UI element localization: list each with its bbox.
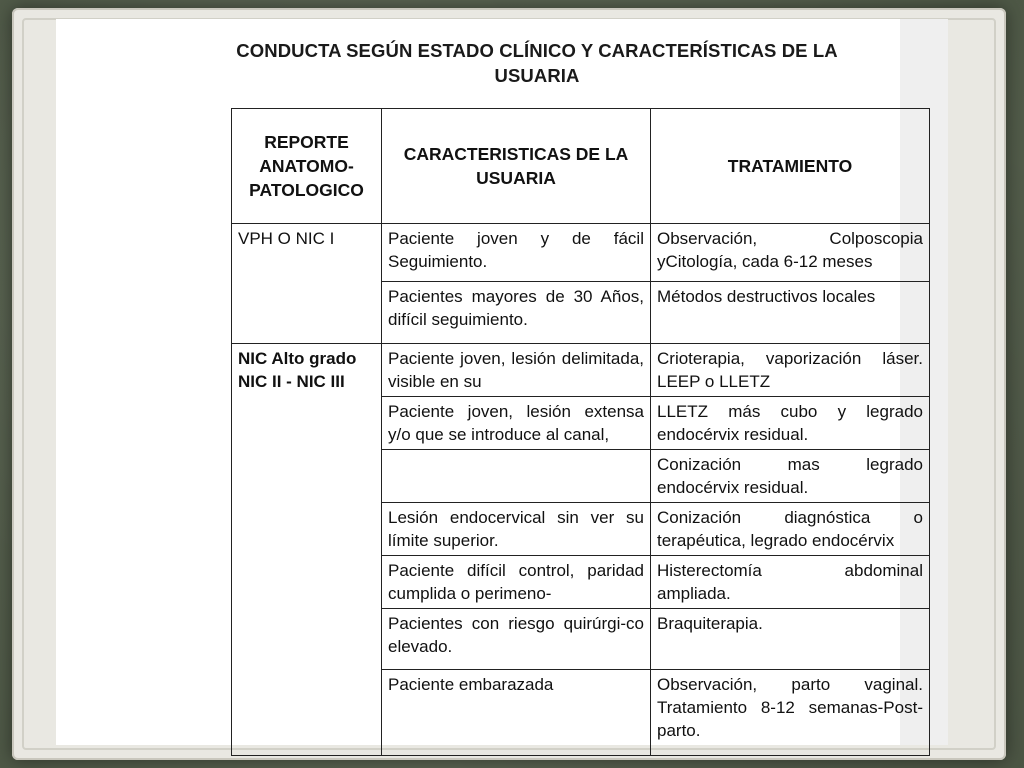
caracteristicas-cell: Paciente joven, lesión extensa y/o que se introduce al canal,: [382, 397, 651, 450]
caracteristicas-cell: Lesión endocervical sin ver su límite superior.: [382, 503, 651, 556]
tratamiento-cell: Observación, Colposcopia yCitología, cada 6-12 meses: [651, 224, 930, 282]
caracteristicas-cell: Paciente difícil control, paridad cumplida o perimeno-: [382, 556, 651, 609]
tratamiento-cell: Histerectomía abdominal ampliada.: [651, 556, 930, 609]
caracteristicas-cell: Pacientes con riesgo quirúrgi-co elevado.: [382, 609, 651, 670]
table-row: [232, 344, 930, 397]
report-cell: NIC Alto grado NIC II - NIC III: [232, 344, 382, 756]
table-header-row: [232, 109, 930, 224]
table-row: [232, 224, 930, 282]
header-tratamiento: TRATAMIENTO: [651, 109, 930, 224]
header-reporte: REPORTE ANATOMO-PATOLOGICO: [232, 109, 382, 224]
tratamiento-cell: Observación, parto vaginal. Tratamiento 8-12 semanas-Post-parto.: [651, 670, 930, 756]
caracteristicas-cell: Paciente joven y de fácil Seguimiento.: [382, 224, 651, 282]
treatment-table: [231, 108, 930, 756]
tratamiento-cell: Métodos destructivos locales: [651, 282, 930, 344]
report-cell: VPH O NIC I: [232, 224, 382, 344]
caracteristicas-cell: [382, 450, 651, 503]
tratamiento-cell: Braquiterapia.: [651, 609, 930, 670]
tratamiento-cell: Conización diagnóstica o terapéutica, legrado endocérvix: [651, 503, 930, 556]
caracteristicas-cell: Pacientes mayores de 30 Años, difícil seguimiento.: [382, 282, 651, 344]
page-title: CONDUCTA SEGÚN ESTADO CLÍNICO Y CARACTERÍSTICAS DE LA USUARIA: [236, 40, 838, 86]
caracteristicas-cell: Paciente embarazada: [382, 670, 651, 756]
tratamiento-cell: LLETZ más cubo y legrado endocérvix residual.: [651, 397, 930, 450]
caracteristicas-cell: Paciente joven, lesión delimitada, visible en su: [382, 344, 651, 397]
tratamiento-cell: Conización mas legrado endocérvix residual.: [651, 450, 930, 503]
header-caracteristicas: CARACTERISTICAS DE LA USUARIA: [382, 109, 651, 224]
tratamiento-cell: Crioterapia, vaporización láser. LEEP o LLETZ: [651, 344, 930, 397]
treatment-table-container: [231, 108, 929, 740]
